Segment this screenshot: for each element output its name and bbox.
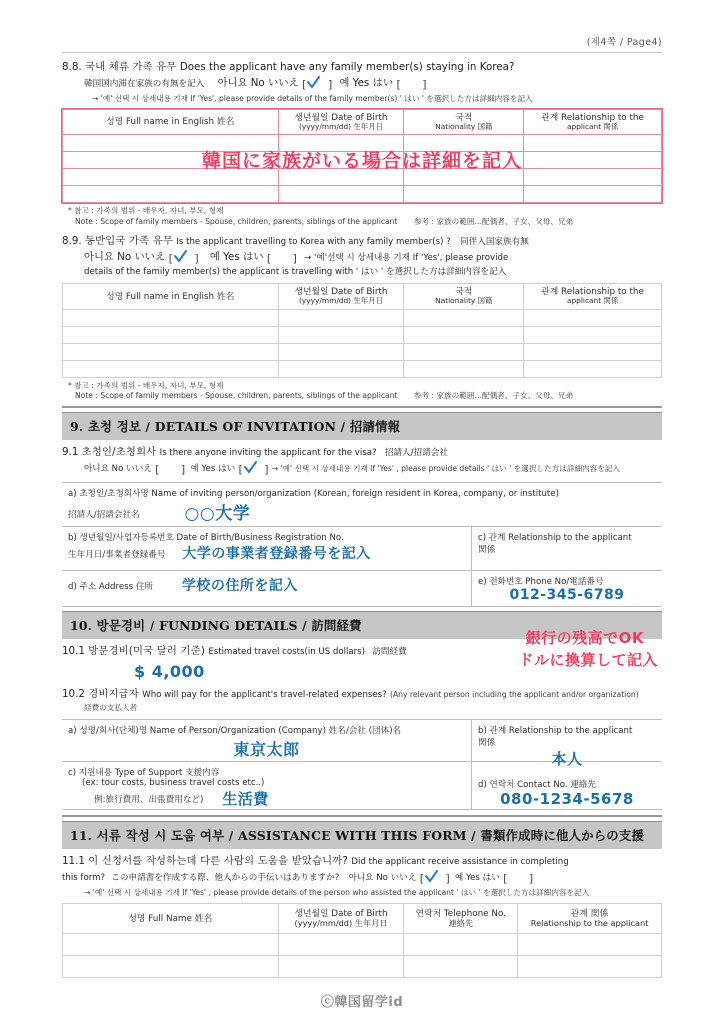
col-nationality — [404, 284, 524, 310]
question-8-8-english: Does the applicant have any family member(s) staying in Korea? — [179, 61, 515, 73]
field-support-type-value: 生活費 — [222, 790, 269, 809]
question-11-1-yes-checkbox[interactable] — [503, 871, 543, 886]
field-contact-no-value: 080-1234-5678 — [500, 790, 634, 809]
col-nationality-main: 국적 — [455, 112, 473, 123]
col-nationality-sub: Nationality 国籍 — [435, 121, 493, 131]
question-9-1-ifyes-note: → '예' 선택 시 상세내용 기재 If 'Yes' , please provide details ' はい ' を選択した方は詳細内容を記入 — [271, 464, 621, 474]
question-9-1-title-line — [62, 445, 662, 460]
cell-nationality[interactable] — [404, 343, 524, 360]
funding-row-a-b — [62, 720, 662, 769]
col-telephone-sub: 連絡先 — [448, 917, 474, 928]
question-9-1 — [62, 445, 662, 476]
cell-dob[interactable] — [278, 326, 404, 343]
table-row[interactable] — [63, 360, 662, 377]
col-relationship — [524, 284, 662, 310]
question-10-2-english: Who will pay for the applicant's travel-related expenses? — [142, 690, 387, 701]
col-fullname-main: 성명 Full name in English 姓名 — [106, 291, 235, 302]
question-8-8-title-line — [62, 60, 662, 75]
question-8-9-answer-line — [62, 250, 662, 265]
bracket-glyph: [ ] — [302, 77, 342, 91]
question-9-1-japanese: 招請人/招請会社 — [384, 448, 448, 459]
col-fullname — [63, 904, 279, 934]
page-number-label: (제4쪽 / Page4) — [586, 37, 662, 48]
cell-fullname[interactable] — [63, 326, 279, 343]
question-10-2-number: 10.2 — [62, 688, 85, 701]
table-row[interactable] — [63, 309, 662, 326]
field-contact-no-label: d) 연락처 Contact No. 連絡先 — [478, 780, 597, 791]
question-11-1-english-1: Did the applicant receive assistance in completing — [351, 857, 569, 868]
table-row[interactable] — [63, 343, 662, 360]
question-9-1-yes-label: 예 Yes はい — [190, 464, 236, 475]
bracket-glyph: [ ] — [155, 463, 195, 477]
col-relationship-main: 관계 Relationship to the — [541, 112, 644, 123]
field-inviting-org-label-1: a) 초청인/초청회사명 Name of inviting person/organization (Korean, foreign resident in Korea, company, or institute) — [68, 489, 559, 500]
field-dob-brn-label-2: 生年月日/事業者登録番号 — [68, 550, 166, 561]
annotation-funding-line-1: 銀行の残高でOK — [525, 629, 644, 648]
field-phone[interactable] — [472, 571, 662, 606]
field-payer-relationship[interactable] — [472, 720, 662, 769]
col-nationality-sub: Nationality 国籍 — [435, 296, 493, 306]
question-8-9-no-label: 아니요 No いいえ — [84, 250, 166, 263]
note-line-2 — [68, 217, 662, 227]
family-in-korea-table-wrapper — [62, 109, 662, 204]
question-8-9 — [62, 234, 662, 278]
col-relationship — [524, 109, 662, 135]
section-separator — [62, 406, 662, 408]
field-address[interactable] — [62, 571, 472, 606]
cell-nationality[interactable] — [404, 326, 524, 343]
bracket-glyph: [ ] — [396, 77, 436, 91]
question-11-1-yes-label: 예 Yes はい — [454, 873, 500, 884]
question-8-8-no-label: 아니요 No いいえ — [217, 76, 299, 89]
table-header-row — [63, 109, 662, 135]
field-contact-no[interactable] — [472, 762, 662, 809]
funding-payer-fields — [62, 719, 662, 810]
col-dob-main: 생년월일 Date of Birth — [294, 112, 388, 123]
question-8-8-no-checkbox[interactable] — [302, 77, 342, 91]
question-11-1-line-2 — [62, 870, 662, 885]
field-inviting-org-value: ○○大学 — [184, 504, 251, 525]
section-header-10: 10. 방문경비 / FUNDING DETAILS / 訪問経費 — [62, 611, 662, 639]
question-8-9-no-checkbox[interactable] — [168, 251, 208, 265]
cell-dob[interactable] — [278, 169, 404, 186]
col-fullname — [63, 109, 279, 135]
question-9-1-number: 9.1 — [62, 446, 79, 459]
table-row[interactable] — [63, 956, 662, 978]
cell-dob[interactable] — [278, 360, 404, 377]
bracket-glyph: [ ] — [503, 872, 543, 886]
col-nationality-main: 국적 — [455, 287, 473, 298]
section-header-11: 11. 서류 작성 시 도움 여부 / ASSISTANCE WITH THIS FORM / 書類作成時に他人からの支援 — [62, 821, 662, 849]
cell-relationship[interactable] — [524, 186, 662, 203]
col-dob-sub: (yyyy/mm/dd) 生年月日 — [299, 296, 383, 306]
field-address-value: 学校の住所を記入 — [181, 578, 298, 595]
question-8-9-japanese: 同伴入国家族有無 — [460, 236, 529, 247]
cell-fullname[interactable] — [63, 186, 279, 203]
question-11-1-english-2: this form? — [62, 873, 106, 884]
question-11-1-no-label: 아니요 No いいえ — [348, 873, 417, 884]
col-dob — [278, 904, 404, 934]
field-payer-relationship-label-1: b) 관계 Relationship to the applicant — [478, 726, 633, 737]
header-divider — [62, 52, 662, 53]
question-8-9-english: Is the applicant travelling to Korea with any family member(s) ? — [176, 236, 451, 247]
question-9-1-answer-line — [62, 461, 662, 476]
check-icon — [424, 869, 439, 884]
field-relationship-inviter[interactable] — [472, 527, 662, 570]
field-inviting-org[interactable] — [62, 483, 662, 527]
question-9-1-english: Is there anyone inviting the applicant for the visa? — [159, 448, 377, 459]
question-8-9-title-line — [62, 234, 662, 249]
table-row[interactable] — [63, 169, 662, 186]
field-relationship-inviter-label-2: 関係 — [478, 545, 496, 556]
question-8-9-yes-checkbox[interactable] — [266, 251, 306, 265]
cell-telephone[interactable] — [404, 956, 518, 978]
cell-telephone[interactable] — [404, 934, 518, 956]
field-relationship-inviter-label-1: c) 관계 Relationship to the applicant — [478, 533, 632, 544]
bracket-glyph: [ ] — [266, 251, 306, 265]
bracket-glyph: [ ] — [419, 872, 459, 886]
question-11-1-ifyes-note: → '예' 선택 시 상세내용 기재 If 'Yes' , please provide details of the person who assisted the applicant ' はい ' を選択した方は詳細内容を記入 — [84, 888, 590, 898]
question-8-8-japanese: 韓国国内滞在家族の有無を記入 — [84, 78, 205, 89]
question-8-8 — [62, 60, 662, 104]
col-dob-sub: (yyyy/mm/dd) 生年月日 — [294, 917, 388, 928]
col-dob-main: 생년월일 Date of Birth — [294, 287, 388, 298]
question-8-9-number: 8.9. — [62, 234, 82, 247]
cell-fullname[interactable] — [63, 343, 279, 360]
check-icon — [243, 460, 258, 475]
table-row[interactable] — [63, 934, 662, 956]
col-relationship — [518, 904, 662, 934]
field-support-type-label-1: c) 지원내용 Type of Support 支援内容 — [68, 768, 220, 779]
cell-fullname[interactable] — [63, 169, 279, 186]
question-10-2 — [62, 687, 662, 713]
accompanying-family-table — [62, 283, 662, 378]
table-row[interactable] — [63, 152, 662, 169]
section-10-wrapper — [62, 611, 662, 713]
question-9-1-yes-checkbox[interactable] — [238, 462, 278, 477]
funding-row-c-d — [62, 762, 662, 810]
field-dob-brn-value: 大学の事業者登録番号を記入 — [182, 546, 371, 563]
field-payer-name-label: a) 성명/회사(단체)명 Name of Person/Organization (Company) 姓名/会社 (団体)名 — [68, 726, 402, 737]
family-in-korea-table — [62, 109, 662, 204]
table-header-row — [63, 904, 662, 934]
cell-relationship[interactable] — [524, 309, 662, 326]
cell-relationship[interactable] — [524, 135, 662, 152]
cell-fullname[interactable] — [63, 956, 279, 978]
annotation-family-in-korea: 韓国に家族がいる場合は詳細を記入 — [201, 149, 522, 172]
check-icon — [173, 249, 188, 264]
cell-dob[interactable] — [278, 956, 404, 978]
check-icon — [306, 75, 321, 90]
table-row[interactable] — [63, 135, 662, 152]
cell-relationship[interactable] — [518, 956, 662, 978]
field-inviting-org-label-2: 招請人/招請会社名 — [68, 510, 140, 521]
question-9-1-korean: 초청인/초청회사 — [81, 446, 157, 459]
field-payer-relationship-label-2: 関係 — [478, 738, 496, 749]
question-8-9-ifyes-1: → '예'선택 시 상세내용 기재 If 'Yes', please provide — [304, 252, 509, 263]
question-10-1-number: 10.1 — [62, 645, 85, 658]
field-payer-name-value: 東京太郎 — [233, 740, 300, 760]
col-relationship-sub: applicant 関係 — [566, 121, 619, 131]
cell-relationship[interactable] — [524, 343, 662, 360]
col-dob — [278, 284, 404, 310]
question-8-8-yes-checkbox[interactable] — [396, 77, 436, 91]
cell-relationship[interactable] — [524, 152, 662, 169]
cell-nationality[interactable] — [404, 309, 524, 326]
note-japanese: 参考 : 家族の範囲…配偶者、子女、父母、兄弟 — [413, 216, 574, 226]
note-family-scope-2 — [62, 381, 662, 402]
cell-fullname[interactable] — [63, 360, 279, 377]
note-line-2 — [68, 391, 662, 401]
field-support-type-line-3 — [68, 788, 465, 809]
cell-nationality[interactable] — [404, 186, 524, 203]
cell-relationship[interactable] — [524, 360, 662, 377]
section-header-9: 9. 초청 정보 / DETAILS OF INVITATION / 招請情報 — [62, 412, 662, 440]
table-row[interactable] — [63, 186, 662, 203]
question-10-2-korean: 경비지급자 — [88, 688, 139, 701]
question-10-2-english-paren: (Any relevant person including the applicant and/or organization) — [390, 690, 639, 700]
cell-fullname[interactable] — [63, 934, 279, 956]
question-11-1-japanese: この申請書を作成する際、他人からの手伝いはありますか? — [111, 873, 340, 884]
col-fullname — [63, 284, 279, 310]
question-8-8-number: 8.8. — [62, 61, 82, 73]
question-11-1-line-1 — [62, 854, 662, 869]
field-dob-brn-label-1: b) 생년월일/사업자등록번호 Date of Birth/Business Registration No. — [68, 533, 344, 544]
cell-fullname[interactable] — [63, 152, 279, 169]
question-8-8-ifyes-note: → '예' 선택 시 상세내용 기재 If 'Yes', please provide details of the family member(s) ' はい ' を選択した方は詳細内容を記入 — [92, 93, 533, 103]
col-telephone-main: 연락처 Telephone No. — [415, 908, 506, 919]
note-family-scope-1 — [62, 206, 662, 227]
note-english: Note : Scope of family members - Spouse, children, parents, siblings of the applicant — [75, 216, 398, 226]
col-relationship-main: 관계 関係 — [570, 908, 609, 919]
question-10-1-japanese: 訪問経費 — [372, 647, 407, 658]
assistance-person-table — [62, 903, 662, 978]
field-dob-brn[interactable] — [62, 527, 472, 570]
note-korean: * 참고 : 가족의 범위 - 배우자, 자녀, 부모, 형제 — [68, 206, 224, 216]
section-separator-2 — [62, 815, 662, 817]
field-payer-name[interactable] — [62, 720, 472, 761]
cell-dob[interactable] — [278, 152, 404, 169]
col-dob-sub: (yyyy/mm/dd) 生年月日 — [299, 121, 383, 131]
cell-dob[interactable] — [278, 934, 404, 956]
field-support-type[interactable] — [62, 762, 472, 809]
field-support-type-label-3: 例:旅行費用、出張費用など) — [94, 795, 204, 806]
question-11-1 — [62, 854, 662, 898]
col-fullname-main: 성명 Full name in English 姓名 — [106, 117, 235, 128]
question-9-1-no-checkbox[interactable] — [155, 462, 195, 477]
question-8-8-yes-label: 예 Yes はい — [339, 76, 394, 89]
col-telephone — [404, 904, 518, 934]
field-travel-cost-value: $ 4,000 — [134, 662, 205, 682]
cell-nationality[interactable] — [404, 360, 524, 377]
question-8-9-ifyes-2: details of the family member(s) the applicant is travelling with ' はい ' を選択した方は詳細内容を記入 — [84, 266, 507, 277]
col-relationship-main: 관계 Relationship to the — [541, 287, 644, 298]
cell-fullname[interactable] — [63, 135, 279, 152]
field-phone-label: e) 전화번호 Phone No/電話番号 — [478, 577, 604, 588]
cell-nationality[interactable] — [404, 135, 524, 152]
field-phone-value: 012-345-6789 — [509, 587, 625, 604]
cell-dob[interactable] — [278, 135, 404, 152]
field-support-type-label-2: (ex: tour costs, business travel costs etc..) — [82, 778, 265, 789]
col-dob-main: 생년월일 Date of Birth — [294, 908, 388, 919]
question-8-8-answer-line — [62, 76, 662, 91]
page-footer-watermark: ⓒ韓国留学id — [320, 995, 404, 1010]
cell-dob[interactable] — [278, 309, 404, 326]
col-relationship-sub: Relationship to the applicant — [530, 917, 649, 928]
col-dob — [278, 109, 404, 135]
question-10-2-title-line — [62, 687, 662, 702]
question-11-1-number: 11.1 — [62, 855, 85, 868]
cell-relationship[interactable] — [524, 326, 662, 343]
note-korean: * 참고 : 가족의 범위 - 배우자, 자녀, 부모, 형제 — [68, 380, 224, 390]
invitation-fields — [62, 482, 662, 607]
cell-relationship[interactable] — [518, 934, 662, 956]
table-header-row — [63, 284, 662, 310]
question-11-1-no-checkbox[interactable] — [419, 871, 459, 886]
question-10-1-korean: 방문경비(미국 달러 기준) — [88, 645, 206, 658]
note-japanese: 参考 : 家族の範囲…配偶者、子女、父母、兄弟 — [413, 391, 574, 401]
note-english: Note : Scope of family members - Spouse, children, parents, siblings of the applicant — [75, 391, 398, 401]
cell-dob[interactable] — [278, 186, 404, 203]
question-8-9-korean: 동반입국 가족 유무 — [84, 234, 174, 247]
cell-nationality[interactable] — [404, 152, 524, 169]
bracket-glyph: [ ] — [238, 463, 278, 477]
field-payer-relationship-value: 本人 — [551, 750, 583, 769]
field-row-d-e — [62, 571, 662, 607]
question-8-9-yes-label: 예 Yes はい — [209, 250, 264, 263]
question-8-8-korean: 국내 체류 가족 유무 — [84, 61, 177, 73]
question-10-1-english: Estimated travel costs(in US dollars) — [208, 647, 365, 658]
bracket-glyph: [ ] — [168, 251, 208, 265]
question-10-2-japanese: 経費の支払人者 — [84, 703, 138, 713]
field-address-label: d) 주소 Address 住所 — [68, 582, 154, 593]
col-relationship-sub: applicant 関係 — [566, 296, 619, 306]
cell-dob[interactable] — [278, 343, 404, 360]
field-row-b-c — [62, 527, 662, 571]
question-9-1-no-label: 아니요 No いいえ — [84, 464, 152, 475]
annotation-funding-line-2: ドルに換算して記入 — [518, 651, 658, 670]
col-fullname-main: 성명 Full Name 姓名 — [128, 913, 213, 924]
table-row[interactable] — [63, 326, 662, 343]
question-11-1-korean: 이 신청서를 작성하는데 다른 사람의 도움을 받았습니까? — [88, 855, 349, 868]
cell-relationship[interactable] — [524, 169, 662, 186]
cell-nationality[interactable] — [404, 169, 524, 186]
col-nationality — [404, 109, 524, 135]
cell-fullname[interactable] — [63, 309, 279, 326]
